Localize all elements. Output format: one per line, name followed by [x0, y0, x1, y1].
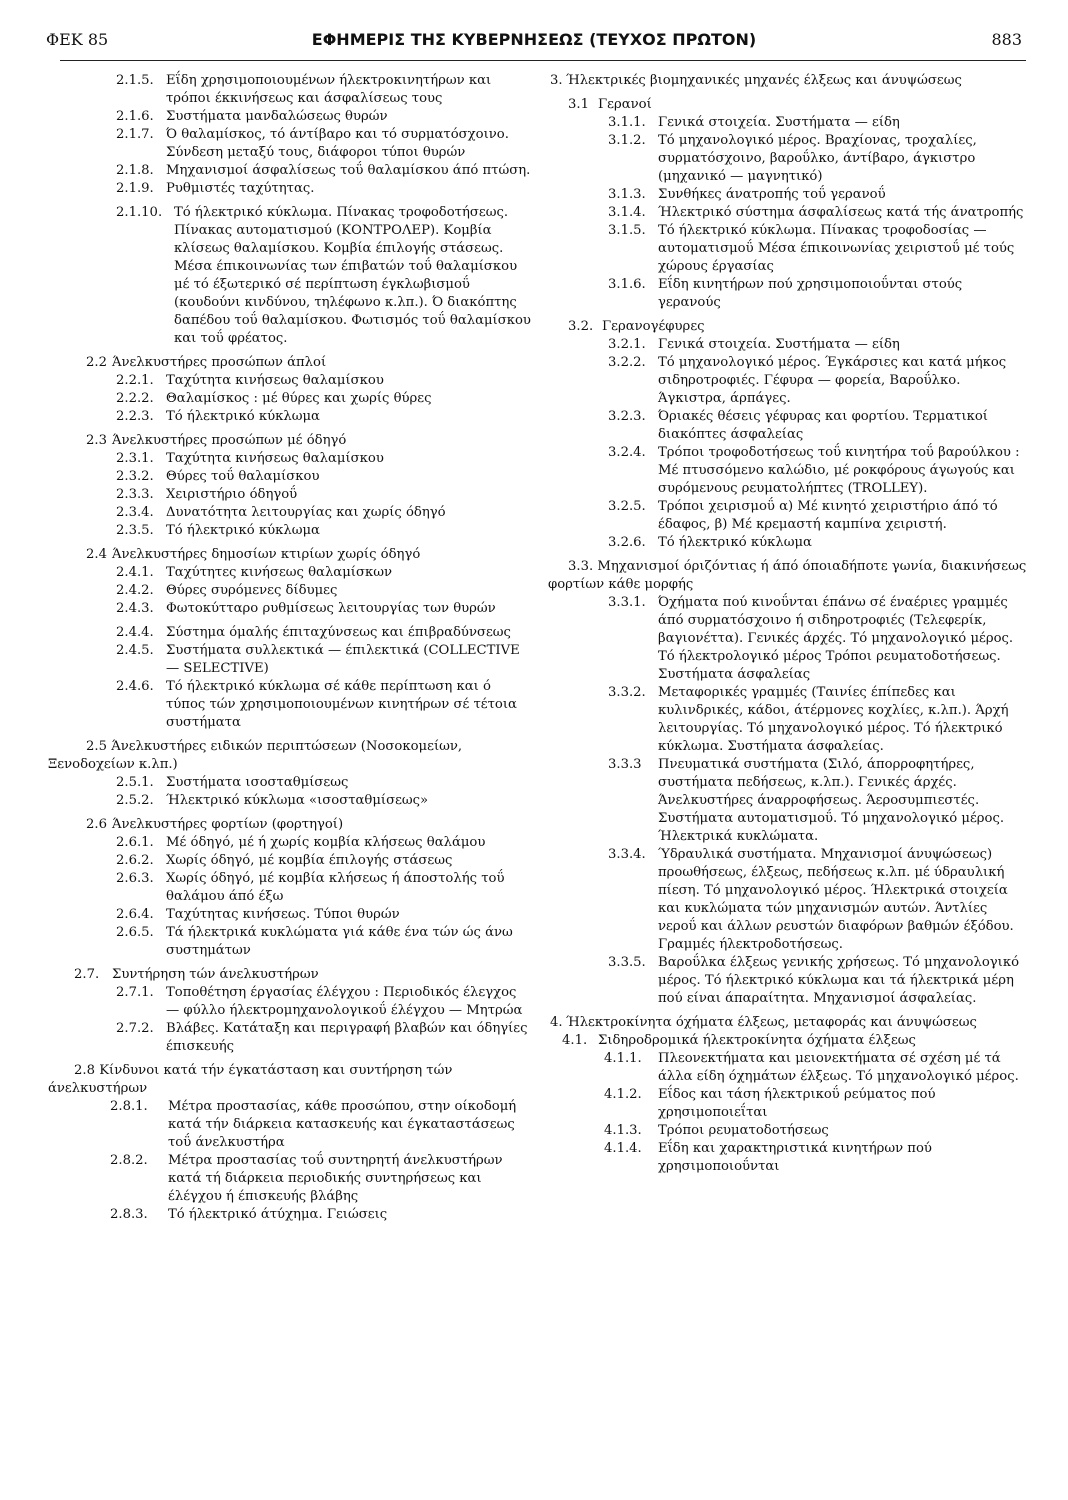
- section-heading: 4. Ήλεκτροκίνητα όχήματα έλξεως, μεταφοράς και άνυψώσεως: [550, 1015, 977, 1030]
- section-heading: 3.2. Γερανογέφυρες: [568, 319, 705, 334]
- list-item: 2.5.2. Ήλεκτρικό κύκλωμα «ισοσταθμίσεως»: [116, 793, 429, 808]
- list-item: 3.1.3. Συνθήκες άνατροπής τοΰ γερανοΰ: [608, 187, 886, 202]
- right-column: [548, 72, 1028, 1176]
- list-item: 2.4.4. Σύστημα όμαλής έπιταχύνσεως και έπιβραδύνσεως: [116, 625, 511, 640]
- list-item: 3.1.2. Τό μηχανολογικό μέρος. Βραχίονας, τροχαλίες, συρματόσχοινο, βαροΰλκο, άντίβαρο, άγκιστρο (μηχανικό — μαγνητικό): [608, 133, 977, 184]
- list-item: 2.1.5. Εΐδη χρησιμοποιουμένων ήλεκτροκινητήρων και τρόποι έκκινήσεως και άσφαλίσεως τους: [116, 73, 492, 106]
- list-item: 2.7.1. Τοποθέτηση έργασίας έλέγχου : Περιοδικός έλεγχος — φύλλο ήλεκτρομηχανολογικοΰ έλέγχου — Μητρώα: [116, 985, 523, 1018]
- list-item: 2.2.1. Ταχύτητα κινήσεως θαλαμίσκου: [116, 373, 384, 388]
- list-item: 2.5.1. Συστήματα ισοσταθμίσεως: [116, 775, 349, 790]
- list-item: 3.2.1. Γενικά στοιχεία. Συστήματα — είδη: [608, 337, 900, 352]
- list-item: 2.6.2. Χωρίς όδηγό, μέ κομβία έπιλογής στάσεως: [116, 853, 453, 868]
- list-item: 3.2.5. Τρόποι χειρισμοΰ α) Μέ κινητό χειριστήριο άπό τό έδαφος, β) Μέ κρεμαστή καμπίνα χειριστή.: [608, 499, 998, 532]
- list-item: 2.1.8. Μηχανισμοί άσφαλίσεως τοΰ θαλαμίσκου άπό πτώση.: [116, 163, 531, 178]
- list-item: 3.1.4. Ήλεκτρικό σύστημα άσφαλίσεως κατά τής άνατροπής: [608, 205, 1024, 220]
- list-item: 3.3.4. Ύδραυλικά συστήματα. Μηχανισμοί άνυψώσεως) προωθήσεως, έλξεως, πεδήσεως κ.λπ. μέ ύδραυλική πίεση. Τό μηχανολογικό μέρος. Ήλεκτρικά στοιχεία και κυκλώματα τών μηχανισμών αυτών. Άντλίες νεροΰ και άλλων ρευστών διαφόρων βαθμών έξόδου. Γραμμές ήλεκτροδοτήσεως.: [608, 847, 1014, 952]
- list-item: 3.2.3. Όριακές θέσεις γέφυρας και φορτίου. Τερματικοί διακόπτες άσφαλείας: [608, 409, 988, 442]
- list-item: 2.3.2. Θύρες τοΰ θαλαμίσκου: [116, 469, 320, 484]
- list-item: 3.3.2. Μεταφορικές γραμμές (Ταινίες έπίπεδες και κυλινδρικές, κάδοι, άτέρμονες κοχλίες, κ.λπ.). Άρχή λειτουργίας. Τό μηχανολογικό μέρος. Τό ήλεκτρικό κύκλωμα. Συστήματα άσφαλείας.: [608, 685, 1009, 754]
- list-item: 2.6.5. Τά ήλεκτρικά κυκλώματα γιά κάθε ένα τών ώς άνω συστημάτων: [116, 925, 513, 958]
- section-heading: 2.2 Άνελκυστήρες προσώπων άπλοί: [86, 355, 327, 370]
- list-item: 2.4.2. Θύρες συρόμενες δίδυμες: [116, 583, 338, 598]
- list-item: 2.2.3. Τό ήλεκτρικό κύκλωμα: [116, 409, 320, 424]
- list-item: 3.3.1. Όχήματα πού κινοΰνται έπάνω σέ έναέριες γραμμές άπό συρματόσχοινο ή σιδηροτροφιές (Τελεφερίκ, βαγιονέττα). Γενικές άρχές. Τό μηχανολογικό μέρος. Τό ήλεκτρολογικό μέρος Τρόποι ρευματοδοτήσεως. Συστήματα άσφαλείας: [608, 595, 1014, 682]
- section-heading: 2.3 Άνελκυστήρες προσώπων μέ όδηγό: [86, 433, 347, 448]
- page-number: 883: [991, 30, 1022, 49]
- section-heading: 3.1 Γερανοί: [568, 97, 652, 112]
- header-rule: [60, 60, 1026, 61]
- list-item: 2.4.6. Τό ήλεκτρικό κύκλωμα σέ κάθε περίπτωση και ό τύπος τών χρησιμοποιουμένων κινητήρων σέ τέτοια συστήματα: [116, 679, 517, 730]
- list-item: 3.3.3 Πνευματικά συστήματα (Σιλό, άπορροφητήρες, συστήματα πεδήσεως, κ.λπ.). Γενικές άρχές. Άνελκυστήρες άναρροφήσεως. Άεροσυμπιεστές. Συστήματα αυτοματισμοΰ. Τό μηχανολογικό μέρος. Ήλεκτρικά κυκλώματα.: [608, 757, 1005, 844]
- list-item: 3.2.4. Τρόποι τροφοδοτήσεως τοΰ κινητήρα τοΰ βαρούλκου : Μέ πτυσσόμενο καλώδιο, μέ ροκφόρους άγωγούς και συρόμενους ρευματολήπτες (TROLLEY).: [608, 445, 1020, 496]
- section-heading: 2.5 Άνελκυστήρες ειδικών περιπτώσεων (Νοσοκομείων, Ξενοδοχείων κ.λπ.): [48, 739, 463, 772]
- list-item: 2.6.4. Ταχύτητας κινήσεως. Τύποι θυρών: [116, 907, 400, 922]
- list-item: 2.3.1. Ταχύτητα κινήσεως θαλαμίσκου: [116, 451, 384, 466]
- list-item: 4.1.2. Εΐδος και τάση ήλεκτρικοΰ ρεύματος πού χρησιμοποιεΐται: [604, 1087, 936, 1120]
- list-item: 2.8.3. Τό ήλεκτρικό άτύχημα. Γειώσεις: [110, 1207, 388, 1222]
- gazette-title: ΕΦΗΜΕΡΙΣ ΤΗΣ ΚΥΒΕΡΝΗΣΕΩΣ (ΤΕΥΧΟΣ ΠΡΩΤΟΝ): [311, 30, 757, 49]
- list-item: 4.1.3. Τρόποι ρευματοδοτήσεως: [604, 1123, 829, 1138]
- section-heading: 2.6 Άνελκυστήρες φορτίων (φορτηγοί): [86, 817, 344, 832]
- list-item: 2.1.6. Συστήματα μανδαλώσεως θυρών: [116, 109, 388, 124]
- list-item: 2.3.4. Δυνατότητα λειτουργίας και χωρίς όδηγό: [116, 505, 446, 520]
- list-item: 3.1.6. Εΐδη κινητήρων πού χρησιμοποιοΰνται στούς γερανούς: [608, 277, 963, 310]
- section-heading: 2.8 Κίνδυνοι κατά τήν έγκατάσταση και συντήρηση τών άνελκυστήρων: [48, 1063, 453, 1096]
- list-item: 2.6.3. Χωρίς όδηγό, μέ κομβία κλήσεως ή άποστολής τοΰ θαλάμου άπό έξω: [116, 871, 505, 904]
- list-item: 2.8.1. Μέτρα προστασίας, κάθε προσώπου, στην οίκοδομή κατά τήν διάρκεια κατασκευής και έγκαταστάσεως τοΰ άνελκυστήρα: [110, 1099, 517, 1150]
- list-item: 2.7.2. Βλάβες. Κατάταξη και περιγραφή βλαβών και όδηγίες έπισκευής: [116, 1021, 528, 1054]
- list-item: 2.1.7. Ό θαλαμίσκος, τό άντίβαρο και τό συρματόσχοινο. Σύνδεση μεταξύ τους, διάφοροι τύποι θυρών: [116, 127, 509, 160]
- list-item: 2.6.1. Μέ όδηγό, μέ ή χωρίς κομβία κλήσεως θαλάμου: [116, 835, 486, 850]
- list-item: 2.1.9. Ρυθμιστές ταχύτητας.: [116, 181, 315, 196]
- list-item: 4.1.1. Πλεονεκτήματα και μειονεκτήματα σέ σχέση μέ τά άλλα είδη όχημάτων έλξεως. Τό μηχανολογικό μέρος.: [604, 1051, 1019, 1084]
- section-heading: 2.4 Άνελκυστήρες δημοσίων κτιρίων χωρίς όδηγό: [86, 547, 421, 562]
- list-item: 3.2.6. Τό ήλεκτρικό κύκλωμα: [608, 535, 812, 550]
- section-heading: 3. Ήλεκτρικές βιομηχανικές μηχανές έλξεως και άνυψώσεως: [550, 73, 962, 88]
- list-item: 2.8.2. Μέτρα προστασίας τοΰ συντηρητή άνελκυστήρων κατά τή διάρκεια περιοδικής συντηρήσεως και έλέγχου ή έπισκευής βλάβης: [110, 1153, 503, 1204]
- section-heading: 3.3. Μηχανισμοί όριζόντιας ή άπό όποιαδήποτε γωνία, διακινήσεως φορτίων κάθε μορφής: [548, 559, 1027, 592]
- section-heading: 2.7. Συντήρηση τών άνελκυστήρων: [74, 967, 319, 982]
- list-item: 2.3.3. Χειριστήριο όδηγοΰ: [116, 487, 298, 502]
- list-item: 2.4.3. Φωτοκύτταρο ρυθμίσεως λειτουργίας των θυρών: [116, 601, 496, 616]
- left-column: [48, 72, 532, 1224]
- list-item: 2.3.5. Τό ήλεκτρικό κύκλωμα: [116, 523, 320, 538]
- page-header: [46, 30, 1022, 54]
- list-item: 2.4.1. Ταχύτητες κινήσεως θαλαμίσκων: [116, 565, 392, 580]
- list-item: 4.1.4. Εΐδη και χαρακτηριστικά κινητήρων πού χρησιμοποιοΰνται: [604, 1141, 932, 1174]
- gazette-issue: ΦΕΚ 85: [46, 30, 109, 49]
- list-item: 3.1.5. Τό ήλεκτρικό κύκλωμα. Πίνακας τροφοδοσίας — αυτοματισμοΰ Μέσα έπικοινωνίας χειριστοΰ μέ τούς χώρους έργασίας: [608, 223, 1015, 274]
- list-item: 2.1.10. Τό ήλεκτρικό κύκλωμα. Πίνακας τροφοδοτήσεως. Πίνακας αυτοματισμού (ΚΟΝΤΡΟΛΕΡ). Κομβία κλίσεως θαλαμίσκου. Κομβία έπιλογής στάσεως. Μέσα έπικοινωνίας των έπιβατών τοΰ θαλαμίσκου μέ τό έξωτερικό σέ περίπτωση έγκλωβισμοΰ (κουδούνι κινδύνου, τηλέφωνο κ.λπ.). Ό διακόπτης δαπέδου τοΰ θαλαμίσκου. Φωτισμός τοΰ θαλαμίσκου και τοΰ φρέατος.: [116, 205, 531, 346]
- list-item: 3.2.2. Τό μηχανολογικό μέρος. Έγκάρσιες και κατά μήκος σιδηροτροφιές. Γέφυρα — φορεία, Βαροΰλκο. Άγκιστρα, άρπάγες.: [608, 355, 1007, 406]
- list-item: 3.1.1. Γενικά στοιχεία. Συστήματα — είδη: [608, 115, 900, 130]
- list-item: 3.3.5. Βαροΰλκα έλξεως γενικής χρήσεως. Τό μηχανολογικό μέρος. Τό ήλεκτρικό κύκλωμα και τά ήλεκτρικά μέρη πού είναι άπαραίτητα. Μηχανισμοί άσφαλείας.: [608, 955, 1020, 1006]
- list-item: 2.4.5. Συστήματα συλλεκτικά — έπιλεκτικά (COLLECTIVE — SELECTIVE): [116, 643, 520, 676]
- list-item: 2.2.2. Θαλαμίσκος : μέ θύρες και χωρίς θύρες: [116, 391, 432, 406]
- section-heading: 4.1. Σιδηροδρομικά ήλεκτροκίνητα όχήματα έλξεως: [562, 1033, 916, 1048]
